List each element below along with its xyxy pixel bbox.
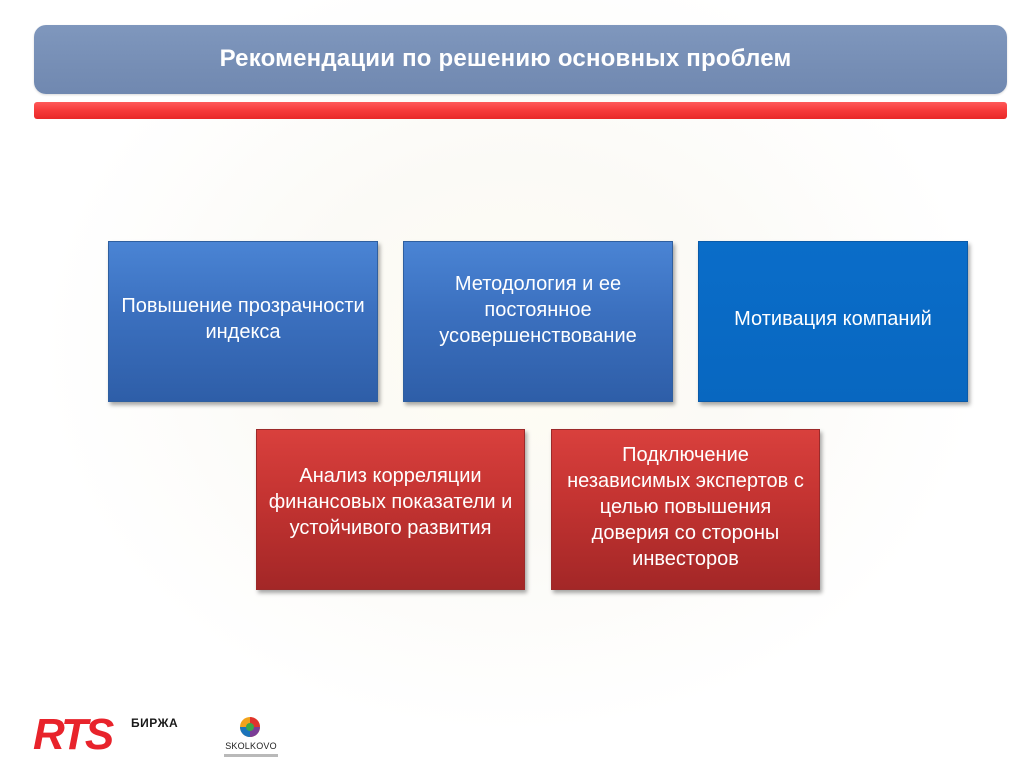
recommendation-box-independent-experts — [551, 429, 820, 590]
skolkovo-logo-name: SKOLKOVO — [225, 741, 277, 751]
rts-exchange-logo — [33, 710, 183, 759]
red-divider-stripe — [34, 102, 1007, 119]
rts-logo-suffix: БИРЖА — [131, 716, 179, 730]
skolkovo-logo-tagline-bar — [224, 754, 278, 757]
skolkovo-logo — [220, 714, 282, 762]
recommendation-box-correlation-analysis — [256, 429, 525, 590]
recommendation-text: Мотивация компаний — [734, 308, 932, 330]
recommendation-text: Анализ корреляции финансовых показатели и устойчивого развития — [268, 465, 513, 539]
recommendation-box-motivation — [698, 241, 968, 402]
slide-title: Рекомендации по решению основных проблем — [219, 44, 792, 72]
recommendation-box-methodology — [403, 241, 673, 402]
recommendation-text: Повышение прозрачности индекса — [121, 295, 365, 343]
recommendation-text: Подключение независимых экспертов с целью повышения доверия со стороны инвесторов — [567, 444, 804, 570]
recommendation-text: Методология и ее постоянное усовершенствование — [439, 273, 637, 347]
skolkovo-emblem-icon — [239, 716, 261, 738]
title-bar — [34, 25, 1007, 94]
rts-logo-word: RTS — [33, 710, 112, 759]
recommendation-box-transparency — [108, 241, 378, 402]
